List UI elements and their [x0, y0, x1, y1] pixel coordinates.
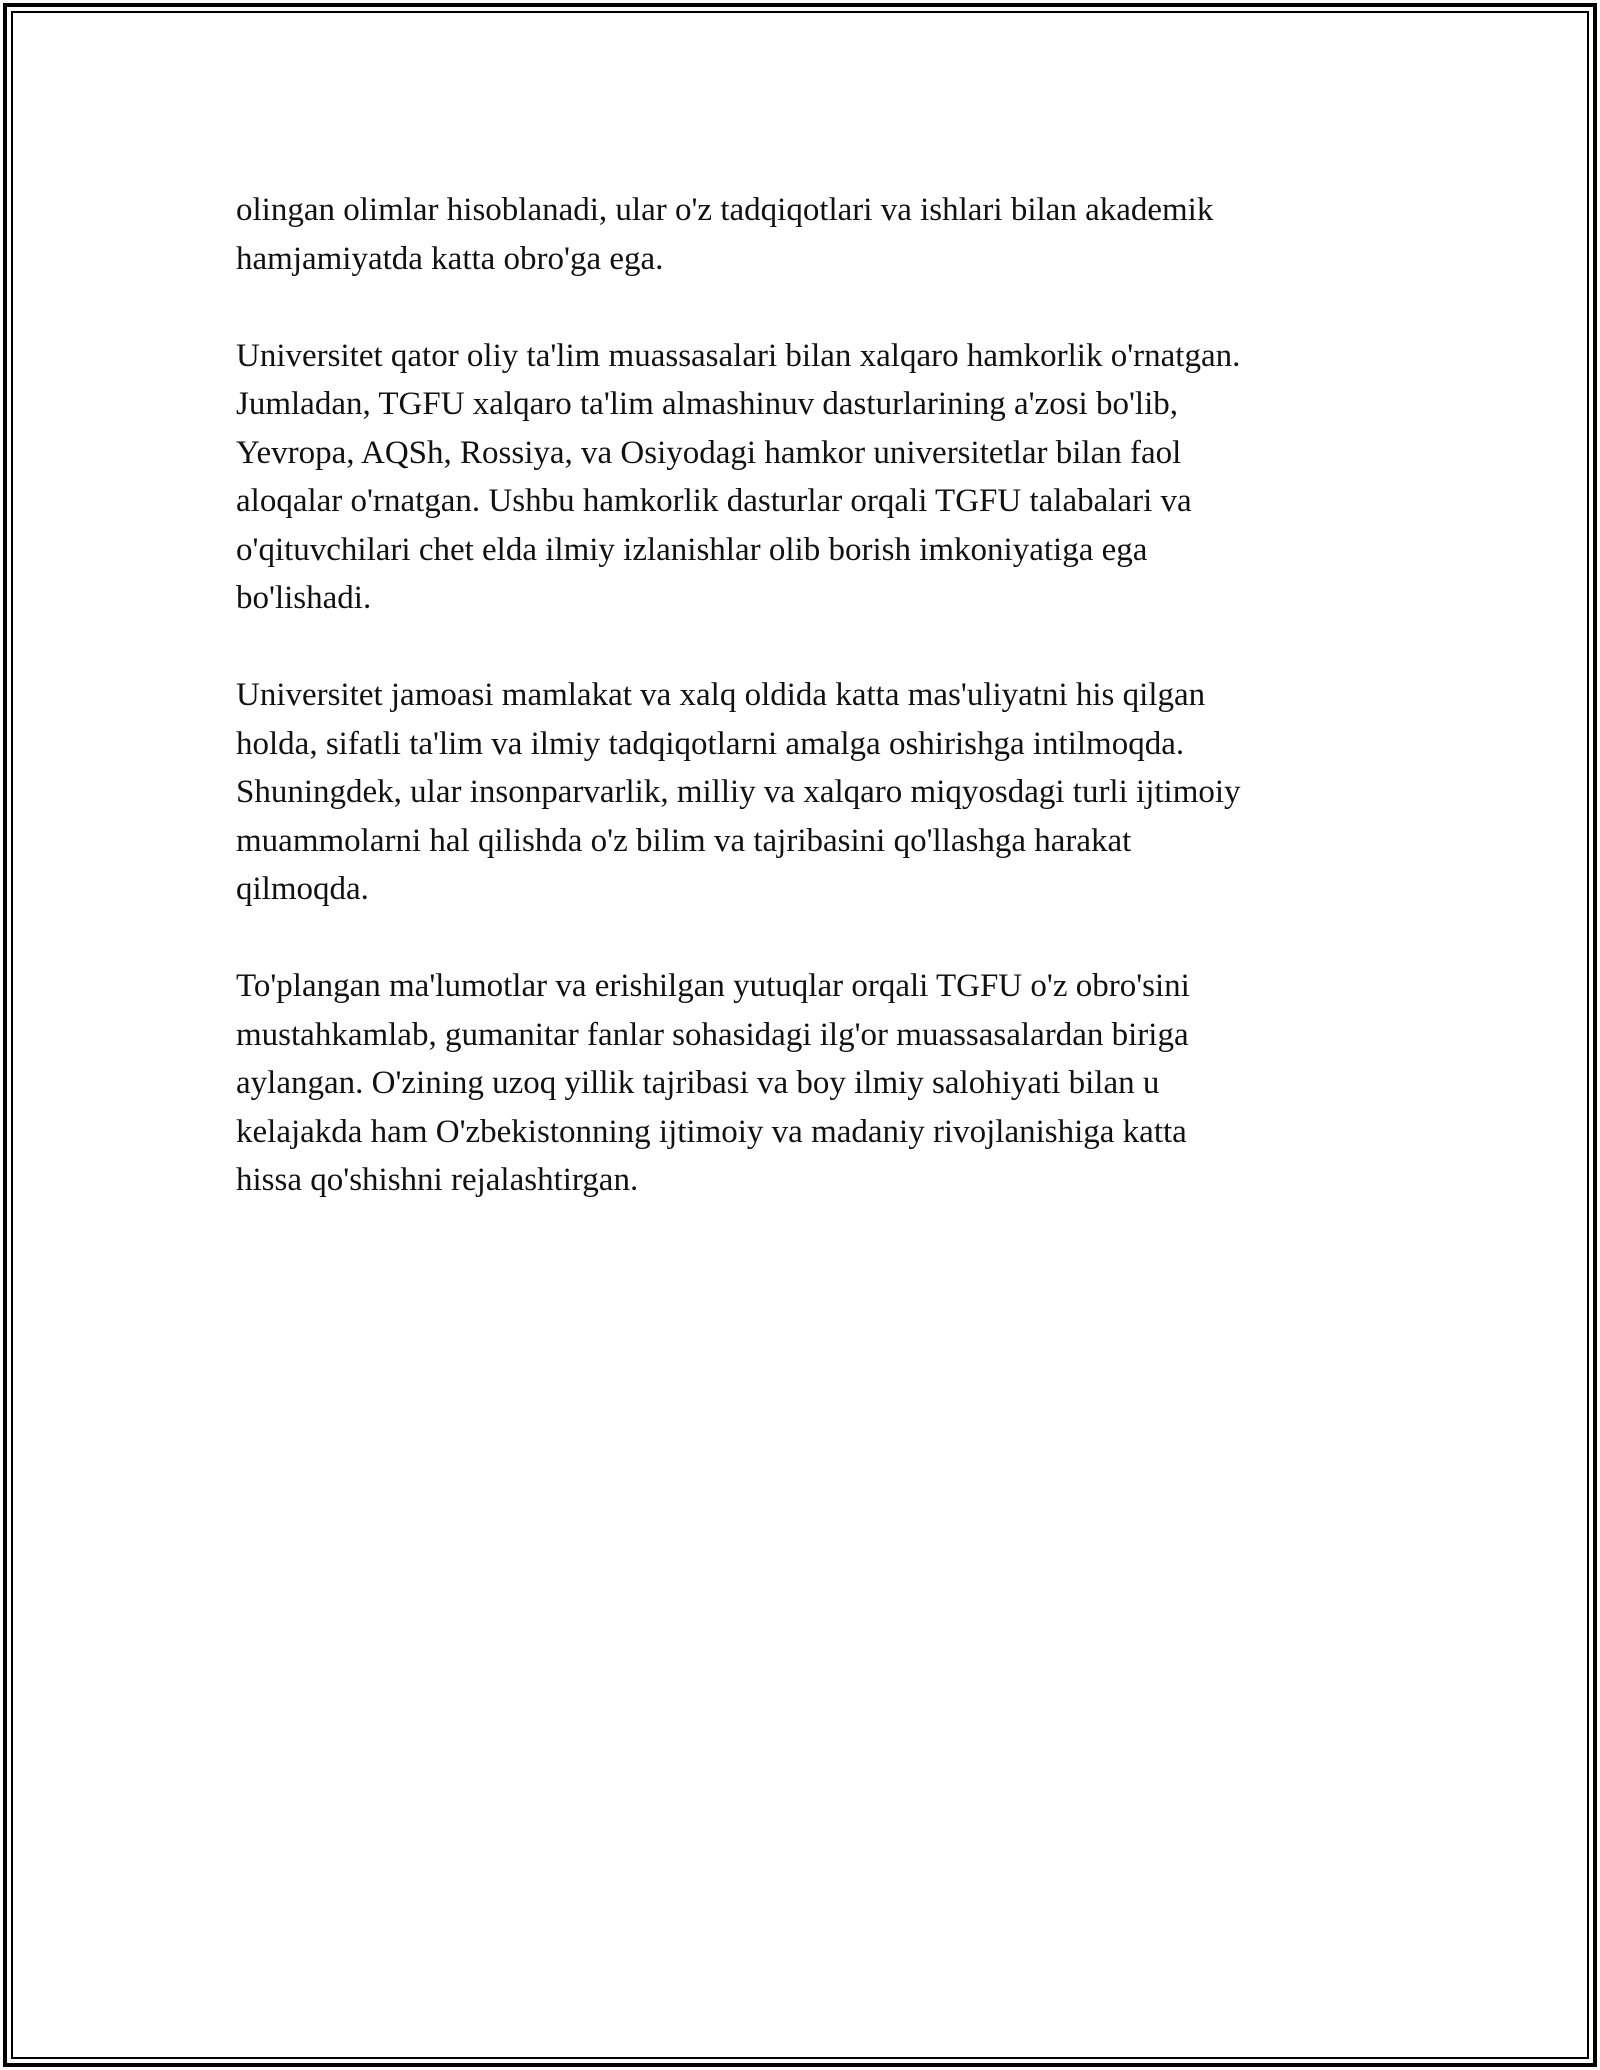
text-line: bo'lishadi.	[236, 580, 372, 616]
text-line: aylangan. O'zining uzoq yillik tajribasi va boy ilmiy salohiyati bilan u	[236, 1065, 1160, 1101]
text-line: kelajakda ham O'zbekistonning ijtimoiy va madaniy rivojlanishiga katta	[236, 1113, 1187, 1150]
text-line: hamjamiyatda katta obro'ga ega.	[236, 240, 664, 277]
text-line: Universitet jamoasi mamlakat va xalq oldida katta mas'uliyatni his qilgan	[236, 677, 1206, 713]
text-line: o'qituvchilari chet elda ilmiy izlanishlar olib borish imkoniyatiga ega	[236, 531, 1148, 568]
text-line: qilmoqda.	[236, 871, 369, 907]
text-line: holda, sifatli ta'lim va ilmiy tadqiqotlarni amalga oshirishga intilmoqda.	[236, 725, 1185, 762]
paragraph	[236, 962, 1366, 1205]
text-line: mustahkamlab, gumanitar fanlar sohasidagi ilg'or muassasalardan biriga	[236, 1016, 1189, 1053]
paragraph	[236, 332, 1366, 623]
text-line: Jumladan, TGFU xalqaro ta'lim almashinuv dasturlarining a'zosi bo'lib,	[236, 386, 1178, 422]
document-body	[236, 186, 1366, 1253]
text-line: Shuningdek, ular insonparvarlik, milliy va xalqaro miqyosdagi turli ijtimoiy	[236, 774, 1241, 810]
text-line: Universitet qator oliy ta'lim muassasalari bilan xalqaro hamkorlik o'rnatgan.	[236, 337, 1241, 374]
text-line: Yevropa, AQSh, Rossiya, va Osiyodagi hamkor universitetlar bilan faol	[236, 434, 1182, 471]
paragraph	[236, 671, 1366, 914]
text-line: muammolarni hal qilishda o'z bilim va tajribasini qo'llashga harakat	[236, 822, 1132, 859]
text-line: hissa qo'shishni rejalashtirgan.	[236, 1162, 639, 1198]
paragraph	[236, 186, 1366, 283]
text-line: olingan olimlar hisoblanadi, ular o'z tadqiqotlari va ishlari bilan akademik	[236, 192, 1214, 228]
text-line: aloqalar o'rnatgan. Ushbu hamkorlik dasturlar orqali TGFU talabalari va	[236, 483, 1192, 519]
text-line: To'plangan ma'lumotlar va erishilgan yutuqlar orqali TGFU o'z obro'sini	[236, 968, 1190, 1004]
